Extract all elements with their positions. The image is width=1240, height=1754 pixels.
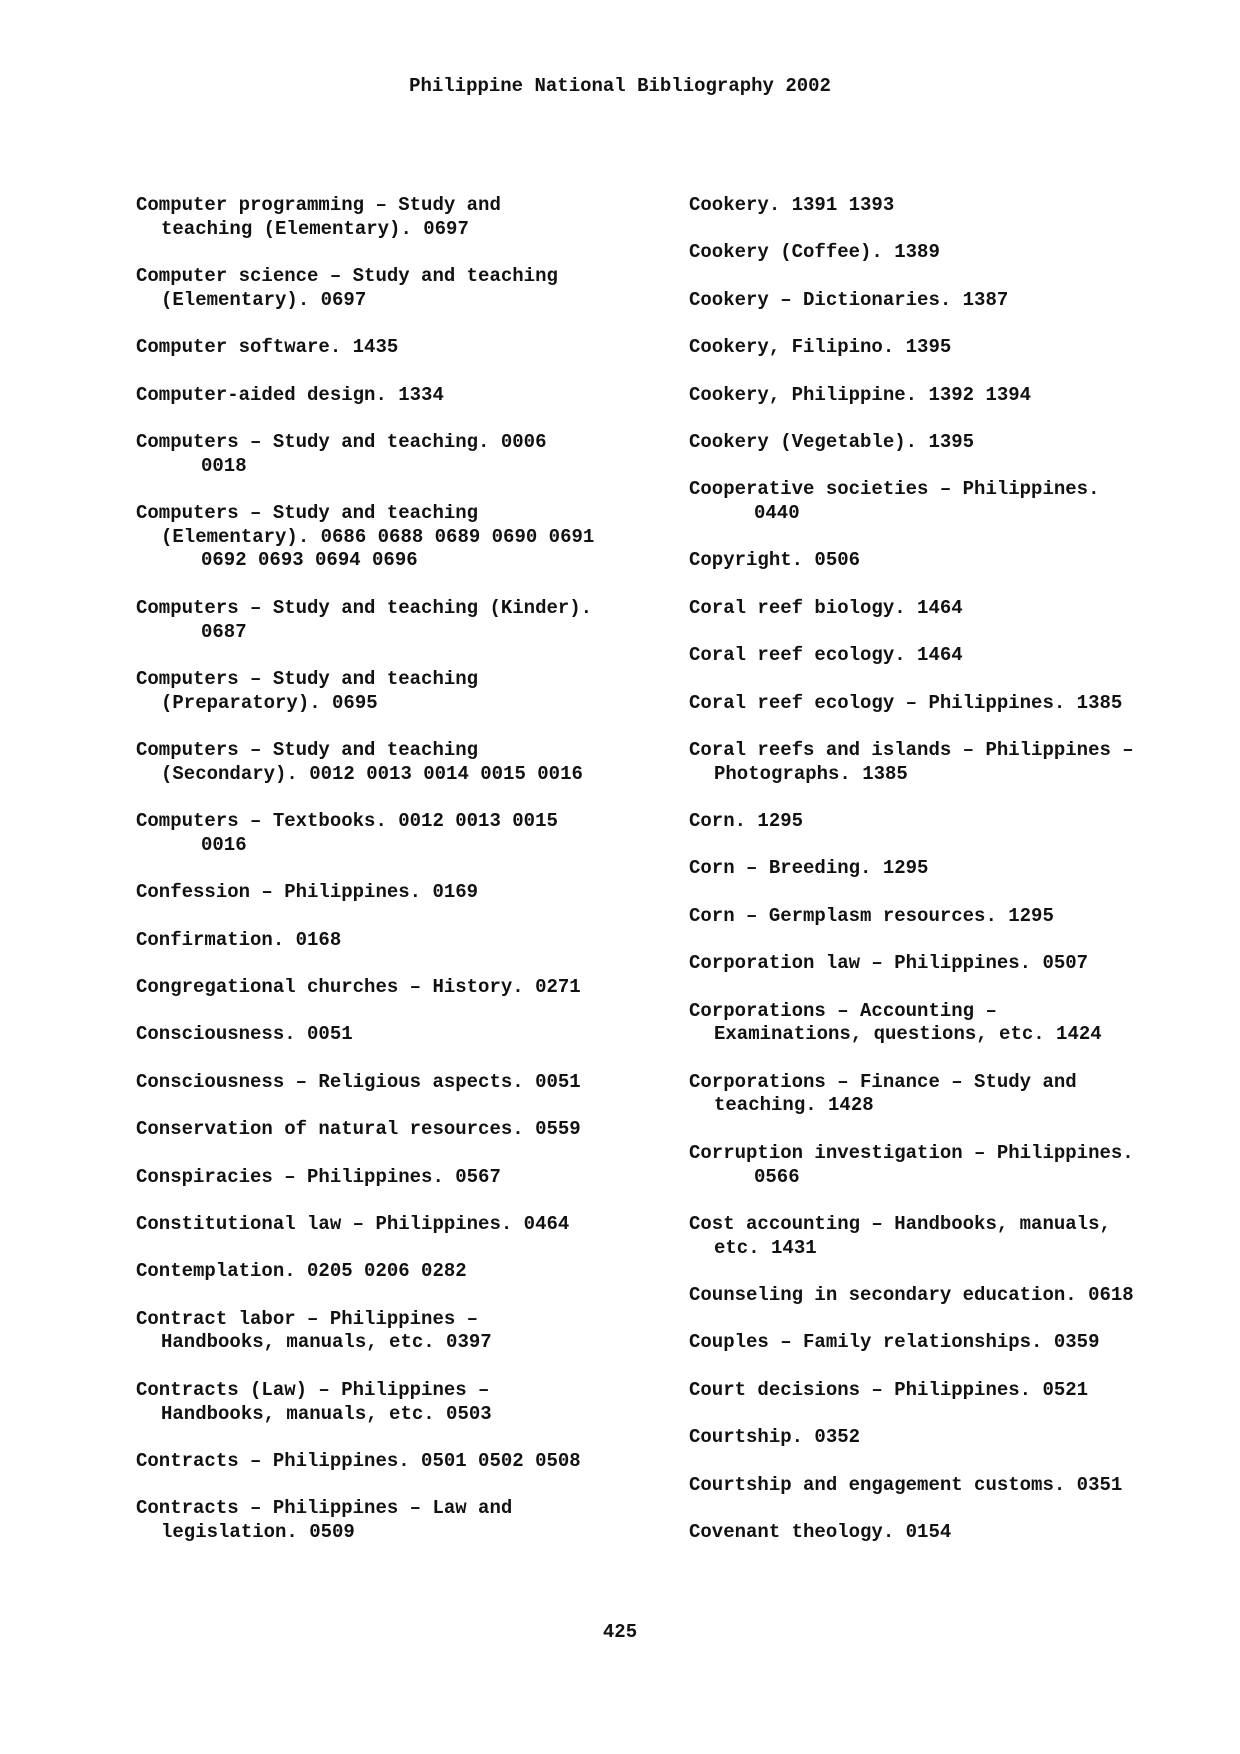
index-entry — [136, 1497, 656, 1544]
index-entry-heading: Counseling in secondary education. 0618 — [689, 1284, 1134, 1307]
index-entry — [689, 1284, 1209, 1308]
index-entry — [689, 478, 1209, 525]
index-entry-continuation: 0692 0693 0694 0696 — [201, 549, 418, 572]
index-entry-heading: Computers – Textbooks. 0012 0013 0015 — [136, 810, 558, 833]
index-entry-heading: Cookery. 1391 1393 — [689, 194, 895, 216]
index-entry-heading: Corruption investigation – Philippines. — [689, 1141, 1134, 1164]
index-entry-heading: Confirmation. 0168 — [136, 928, 342, 951]
index-entry — [689, 1521, 1209, 1545]
index-entry — [689, 241, 1209, 265]
index-entry — [689, 194, 1209, 218]
index-entry — [136, 1260, 656, 1284]
index-entry-heading: Corporation law – Philippines. 0507 — [689, 952, 1089, 975]
index-entry-heading: Cookery, Filipino. 1395 — [689, 336, 952, 359]
index-entry-continuation: 0687 — [201, 620, 247, 643]
index-entry-heading: Court decisions – Philippines. 0521 — [689, 1378, 1089, 1401]
index-entry-continuation: Handbooks, manuals, etc. 0503 — [161, 1402, 492, 1425]
index-entry-heading: Computers – Study and teaching — [136, 667, 479, 690]
index-entry — [689, 384, 1209, 408]
index-entry-heading: Corporations – Accounting – — [689, 999, 997, 1022]
index-entry-heading: Courtship and engagement customs. 0351 — [689, 1473, 1123, 1496]
index-entry — [136, 1071, 656, 1095]
index-entry — [689, 1426, 1209, 1450]
index-entry — [136, 668, 656, 715]
index-entry-heading: Copyright. 0506 — [689, 549, 861, 572]
index-entry-heading: Congregational churches – History. 0271 — [136, 976, 581, 999]
index-entry — [136, 1379, 656, 1426]
index-entry — [136, 502, 656, 573]
index-entry-heading: Coral reef ecology. 1464 — [689, 644, 963, 667]
index-entry-heading: Coral reef biology. 1464 — [689, 596, 963, 619]
index-entry-heading: Constitutional law – Philippines. 0464 — [136, 1212, 570, 1235]
index-entry — [689, 644, 1209, 668]
index-entry — [689, 952, 1209, 976]
index-entry-heading: Computer software. 1435 — [136, 336, 399, 359]
index-entry-heading: Computer programming – Study and — [136, 194, 501, 216]
index-entry — [136, 881, 656, 905]
index-entry — [136, 265, 656, 312]
index-entry — [136, 1213, 656, 1237]
index-entry — [136, 194, 656, 241]
index-entry — [136, 1118, 656, 1142]
index-entry-heading: Contracts – Philippines – Law and — [136, 1497, 513, 1520]
index-entry-continuation: (Elementary). 0686 0688 0689 0690 0691 — [161, 525, 595, 548]
index-entry-heading: Computers – Study and teaching. 0006 — [136, 430, 547, 453]
index-entry — [689, 289, 1209, 313]
running-head-title: Philippine National Bibliography 2002 — [409, 75, 831, 97]
index-entry — [689, 1142, 1209, 1189]
index-entry — [136, 976, 656, 1000]
index-entry — [689, 1331, 1209, 1355]
index-entry-heading: Cookery (Vegetable). 1395 — [689, 430, 975, 453]
index-entry — [689, 739, 1209, 786]
index-entry — [136, 929, 656, 953]
index-entry-heading: Consciousness – Religious aspects. 0051 — [136, 1070, 581, 1093]
index-entry-continuation: Examinations, questions, etc. 1424 — [714, 1023, 1102, 1046]
index-entry — [136, 1308, 656, 1355]
index-entry — [136, 739, 656, 786]
index-entry-heading: Computers – Study and teaching (Kinder). — [136, 596, 593, 619]
index-entry-heading: Contracts (Law) – Philippines – — [136, 1378, 490, 1401]
index-entry — [136, 597, 656, 644]
index-entry-heading: Computer science – Study and teaching — [136, 265, 558, 288]
index-column-left — [136, 194, 656, 1568]
index-entry-continuation: (Secondary). 0012 0013 0014 0015 0016 — [161, 762, 583, 785]
index-entry-heading: Corn – Breeding. 1295 — [689, 857, 929, 880]
index-entry-heading: Corn – Germplasm resources. 1295 — [689, 904, 1054, 927]
index-entry-heading: Conspiracies – Philippines. 0567 — [136, 1165, 501, 1188]
index-entry-continuation: Handbooks, manuals, etc. 0397 — [161, 1331, 492, 1354]
index-entry — [689, 1213, 1209, 1260]
index-entry — [689, 857, 1209, 881]
index-entry-continuation: etc. 1431 — [714, 1236, 817, 1259]
index-entry-heading: Cookery – Dictionaries. 1387 — [689, 288, 1009, 311]
index-entry-heading: Couples – Family relationships. 0359 — [689, 1331, 1100, 1354]
index-entry — [689, 1379, 1209, 1403]
index-entry — [689, 905, 1209, 929]
index-entry — [689, 597, 1209, 621]
index-entry — [689, 1474, 1209, 1498]
page-number: 425 — [602, 1621, 638, 1643]
index-entry-heading: Cookery, Philippine. 1392 1394 — [689, 383, 1032, 406]
index-entry — [689, 431, 1209, 455]
index-entry-heading: Computers – Study and teaching — [136, 739, 479, 762]
index-entry-heading: Coral reef ecology – Philippines. 1385 — [689, 691, 1123, 714]
index-entry-continuation: Photographs. 1385 — [714, 762, 908, 785]
index-entry — [689, 692, 1209, 716]
index-entry — [136, 431, 656, 478]
index-entry-heading: Computer-aided design. 1334 — [136, 383, 444, 406]
index-entry — [136, 336, 656, 360]
index-entry — [136, 810, 656, 857]
index-entry-continuation: teaching. 1428 — [714, 1094, 874, 1117]
index-column-right — [689, 194, 1209, 1568]
index-entry-continuation: (Elementary). 0697 — [161, 288, 367, 311]
index-entry — [689, 1000, 1209, 1047]
index-entry-heading: Cost accounting – Handbooks, manuals, — [689, 1212, 1111, 1235]
index-entry-continuation: 0440 — [754, 502, 800, 525]
index-entry-continuation: teaching (Elementary). 0697 — [161, 217, 469, 240]
index-entry-continuation: 0018 — [201, 454, 247, 477]
index-entry — [689, 1071, 1209, 1118]
index-entry-continuation: 0016 — [201, 833, 247, 856]
index-entry — [689, 810, 1209, 834]
index-entry-heading: Covenant theology. 0154 — [689, 1520, 952, 1543]
index-entry-heading: Contract labor – Philippines – — [136, 1307, 479, 1330]
index-entry-heading: Computers – Study and teaching — [136, 502, 479, 525]
index-entry — [136, 1450, 656, 1474]
index-entry-heading: Contemplation. 0205 0206 0282 — [136, 1260, 467, 1283]
index-entry-heading: Cooperative societies – Philippines. — [689, 478, 1100, 501]
index-entry-heading: Corn. 1295 — [689, 810, 804, 833]
index-entry-heading: Coral reefs and islands – Philippines – — [689, 739, 1134, 761]
index-entry-continuation: legislation. 0509 — [161, 1521, 355, 1544]
index-entry — [136, 1166, 656, 1190]
index-entry — [689, 549, 1209, 573]
index-entry-heading: Corporations – Finance – Study and — [689, 1070, 1077, 1093]
index-entry-heading: Contracts – Philippines. 0501 0502 0508 — [136, 1449, 581, 1472]
index-entry — [689, 336, 1209, 360]
index-entry-continuation: 0566 — [754, 1165, 800, 1188]
index-entry-heading: Conservation of natural resources. 0559 — [136, 1118, 581, 1141]
index-entry-heading: Courtship. 0352 — [689, 1426, 861, 1449]
index-entry-heading: Confession – Philippines. 0169 — [136, 881, 479, 904]
index-entry — [136, 384, 656, 408]
index-entry-heading: Consciousness. 0051 — [136, 1023, 353, 1046]
index-entry-continuation: (Preparatory). 0695 — [161, 691, 378, 714]
index-entry-heading: Cookery (Coffee). 1389 — [689, 241, 940, 264]
index-entry — [136, 1023, 656, 1047]
